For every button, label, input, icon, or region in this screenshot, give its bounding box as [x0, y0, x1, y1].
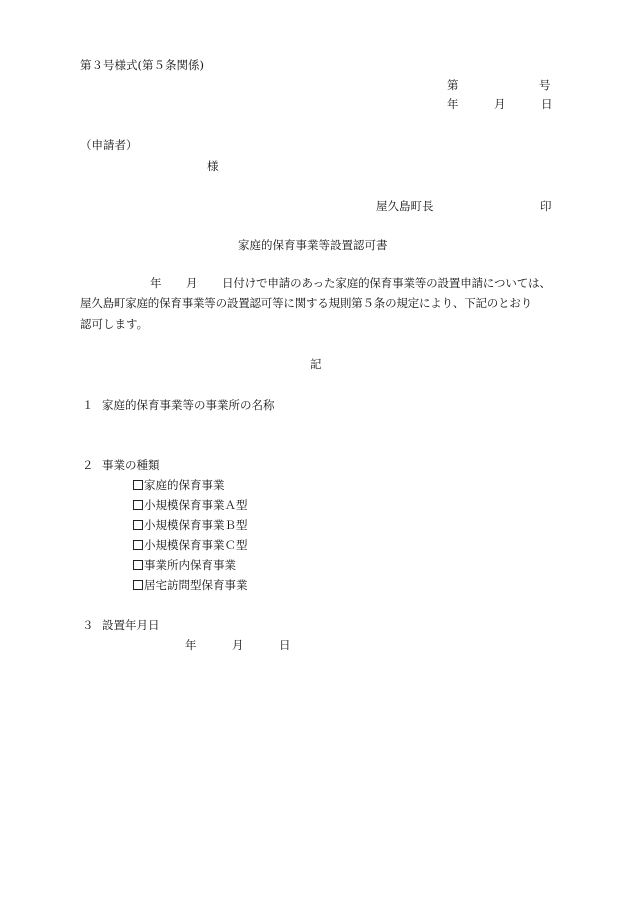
option-label: 事業所内保育事業 — [144, 558, 236, 572]
option-label: 小規模保育事業Ａ型 — [144, 498, 248, 512]
checkbox-icon[interactable] — [133, 580, 143, 590]
header-dai: 第 — [447, 78, 459, 92]
section3-title: 設置年月日 — [102, 618, 160, 632]
option-label: 小規模保育事業Ｃ型 — [144, 538, 248, 552]
form-number: 第３号様式(第５条関係) — [80, 58, 204, 72]
option-item — [133, 580, 248, 592]
header-day: 日 — [541, 97, 553, 111]
section3-year: 年 — [185, 638, 197, 652]
body-month: 月 — [186, 276, 198, 290]
document-title: 家庭的保育事業等設置認可書 — [238, 238, 388, 252]
header-month: 月 — [494, 97, 506, 111]
checkbox-icon[interactable] — [133, 560, 143, 570]
section2-title: 事業の種類 — [102, 458, 160, 472]
option-label: 小規模保育事業Ｂ型 — [144, 518, 248, 532]
option-item — [133, 500, 248, 512]
option-item — [133, 480, 225, 492]
option-label: 居宅訪問型保育事業 — [144, 578, 248, 592]
section1-number: １ — [82, 398, 94, 412]
ki-label: 記 — [310, 357, 322, 371]
body-line3: 認可します。 — [80, 317, 149, 331]
header-go: 号 — [539, 78, 551, 92]
checkbox-icon[interactable] — [133, 500, 143, 510]
header-year: 年 — [447, 97, 459, 111]
applicant-sama: 様 — [207, 159, 219, 173]
section3-number: ３ — [82, 618, 94, 632]
issuer-title: 屋久島町長 — [376, 199, 434, 213]
body-line2: 屋久島町家庭的保育事業等の設置認可等に関する規則第５条の規定により、下記のとおり — [80, 296, 532, 310]
checkbox-icon[interactable] — [133, 480, 143, 490]
section2-number: ２ — [82, 458, 94, 472]
body-line1: 日付けで申請のあった家庭的保育事業等の設置申請については、 — [222, 276, 551, 290]
checkbox-icon[interactable] — [133, 540, 143, 550]
option-label: 家庭的保育事業 — [144, 478, 225, 492]
issuer-seal: 印 — [540, 199, 552, 213]
section1-title: 家庭的保育事業等の事業所の名称 — [102, 398, 275, 412]
checkbox-icon[interactable] — [133, 520, 143, 530]
section3-month: 月 — [232, 638, 244, 652]
option-item — [133, 560, 236, 572]
option-item — [133, 520, 248, 532]
section3-day: 日 — [279, 638, 291, 652]
applicant-label: （申請者） — [80, 138, 138, 152]
body-year: 年 — [150, 276, 162, 290]
option-item — [133, 540, 248, 552]
